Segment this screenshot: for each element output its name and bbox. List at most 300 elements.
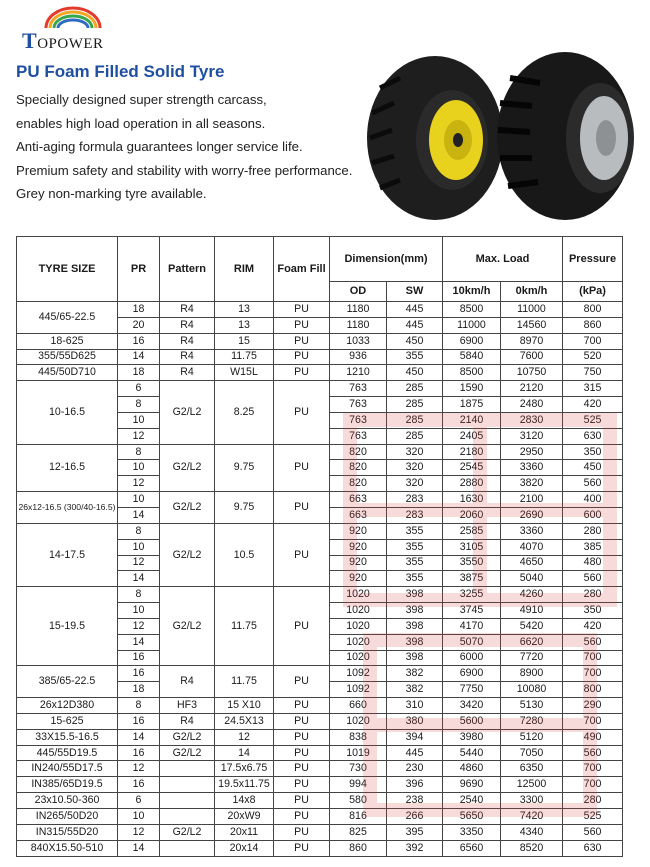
cell-pressure: 490 [563,729,623,745]
table-row [17,824,623,840]
cell-sw: 238 [387,793,443,809]
cell-load-0kmh: 2950 [501,444,563,460]
cell-sw: 398 [387,650,443,666]
cell-pressure: 700 [563,713,623,729]
cell-foam-fill: PU [274,698,330,714]
cell-rim: 17.5x6.75 [215,761,274,777]
cell-load-0kmh: 3300 [501,793,563,809]
cell-pressure: 560 [563,476,623,492]
cell-load-0kmh: 5120 [501,729,563,745]
cell-pr: 14 [118,729,160,745]
cell-load-10kmh: 8500 [443,302,501,318]
grey-rim-tyre-image [497,52,634,220]
cell-sw: 395 [387,824,443,840]
cell-pattern: R4 [160,349,215,365]
header-dimension: Dimension(mm) [330,237,443,282]
cell-foam-fill: PU [274,840,330,856]
table-row [17,761,623,777]
cell-od: 1180 [330,302,387,318]
cell-pr: 16 [118,745,160,761]
cell-tyre-size: IN240/55D17.5 [17,761,118,777]
cell-pr: 14 [118,840,160,856]
cell-pressure: 525 [563,809,623,825]
cell-pr: 18 [118,682,160,698]
cell-pattern [160,840,215,856]
cell-sw: 382 [387,682,443,698]
cell-foam-fill: PU [274,777,330,793]
cell-pattern: G2/L2 [160,587,215,666]
cell-load-0kmh: 2120 [501,381,563,397]
cell-load-10kmh: 3550 [443,555,501,571]
cell-od: 1020 [330,618,387,634]
header-rim: RIM [215,237,274,302]
cell-sw: 266 [387,809,443,825]
cell-pressure: 280 [563,523,623,539]
cell-load-0kmh: 3360 [501,523,563,539]
table-row [17,840,623,856]
cell-pressure: 800 [563,682,623,698]
cell-pressure: 400 [563,492,623,508]
cell-sw: 230 [387,761,443,777]
cell-tyre-size: IN265/50D20 [17,809,118,825]
table-row [17,777,623,793]
cell-pr: 10 [118,539,160,555]
cell-od: 580 [330,793,387,809]
table-row [17,365,623,381]
cell-load-10kmh: 2180 [443,444,501,460]
cell-tyre-size: IN385/65D19.5 [17,777,118,793]
cell-pr: 14 [118,507,160,523]
cell-pattern: G2/L2 [160,523,215,586]
cell-load-10kmh: 6560 [443,840,501,856]
cell-rim: 13 [215,302,274,318]
cell-foam-fill: PU [274,349,330,365]
cell-rim: 15 X10 [215,698,274,714]
cell-pr: 12 [118,476,160,492]
cell-load-10kmh: 3745 [443,603,501,619]
tyre-photo [360,48,650,223]
cell-tyre-size: 355/55D625 [17,349,118,365]
cell-sw: 285 [387,381,443,397]
table-row [17,793,623,809]
cell-foam-fill: PU [274,793,330,809]
cell-load-0kmh: 3820 [501,476,563,492]
cell-foam-fill: PU [274,666,330,698]
table-row [17,729,623,745]
table-row [17,302,623,318]
cell-pr: 14 [118,571,160,587]
cell-pattern [160,793,215,809]
feature-item: Grey non-marking tyre available. [16,186,207,201]
cell-pattern: R4 [160,713,215,729]
cell-pr: 12 [118,824,160,840]
cell-load-10kmh: 6000 [443,650,501,666]
cell-sw: 285 [387,428,443,444]
cell-rim: 15 [215,333,274,349]
cell-pr: 10 [118,603,160,619]
spec-table-body [17,302,623,857]
feature-item: Anti-aging formula guarantees longer service life. [16,139,303,154]
cell-od: 1180 [330,317,387,333]
cell-foam-fill: PU [274,381,330,444]
cell-od: 763 [330,381,387,397]
table-row [17,349,623,365]
cell-sw: 398 [387,618,443,634]
cell-load-0kmh: 3360 [501,460,563,476]
cell-rim: 20x14 [215,840,274,856]
cell-load-10kmh: 5840 [443,349,501,365]
cell-load-0kmh: 12500 [501,777,563,793]
cell-pr: 12 [118,761,160,777]
cell-foam-fill: PU [274,317,330,333]
cell-load-10kmh: 6900 [443,333,501,349]
cell-pr: 20 [118,317,160,333]
cell-pr: 10 [118,460,160,476]
table-row [17,381,623,397]
cell-load-0kmh: 11000 [501,302,563,318]
cell-foam-fill: PU [274,809,330,825]
cell-tyre-size: 14-17.5 [17,523,118,586]
cell-rim: W15L [215,365,274,381]
cell-load-10kmh: 3105 [443,539,501,555]
cell-pr: 18 [118,302,160,318]
cell-pattern [160,761,215,777]
table-row [17,809,623,825]
cell-foam-fill: PU [274,302,330,318]
cell-od: 1020 [330,634,387,650]
cell-od: 1019 [330,745,387,761]
cell-foam-fill: PU [274,365,330,381]
cell-rim: 13 [215,317,274,333]
cell-pressure: 700 [563,333,623,349]
cell-load-10kmh: 1630 [443,492,501,508]
cell-foam-fill: PU [274,729,330,745]
header-foam-fill: Foam Fill [274,237,330,302]
cell-pr: 10 [118,492,160,508]
cell-pattern: G2/L2 [160,381,215,444]
cell-pr: 14 [118,349,160,365]
cell-pr: 10 [118,412,160,428]
cell-foam-fill: PU [274,761,330,777]
cell-pressure: 525 [563,412,623,428]
cell-load-0kmh: 2690 [501,507,563,523]
cell-pressure: 700 [563,650,623,666]
cell-sw: 398 [387,587,443,603]
cell-sw: 450 [387,333,443,349]
cell-sw: 392 [387,840,443,856]
header-pr: PR [118,237,160,302]
cell-od: 920 [330,571,387,587]
cell-load-10kmh: 2140 [443,412,501,428]
cell-load-0kmh: 7280 [501,713,563,729]
cell-pattern: G2/L2 [160,745,215,761]
cell-pressure: 630 [563,428,623,444]
cell-sw: 285 [387,397,443,413]
cell-load-0kmh: 4910 [501,603,563,619]
feature-item: enables high load operation in all seasons. [16,115,266,131]
cell-sw: 396 [387,777,443,793]
cell-load-10kmh: 2405 [443,428,501,444]
feature-list [16,88,352,206]
cell-pr: 12 [118,618,160,634]
header-tyre-size: TYRE SIZE [17,237,118,302]
cell-tyre-size: 23x10.50-360 [17,793,118,809]
cell-od: 820 [330,444,387,460]
cell-rim: 19.5x11.75 [215,777,274,793]
cell-load-0kmh: 6350 [501,761,563,777]
cell-pressure: 560 [563,745,623,761]
cell-sw: 285 [387,412,443,428]
cell-pattern: R4 [160,302,215,318]
cell-pr: 16 [118,666,160,682]
cell-tyre-size: 445/65-22.5 [17,302,118,334]
cell-rim: 24.5X13 [215,713,274,729]
cell-pressure: 280 [563,587,623,603]
header-pressure-unit: (kPa) [563,282,623,302]
cell-od: 730 [330,761,387,777]
cell-sw: 394 [387,729,443,745]
spec-table [16,236,623,857]
cell-pattern: G2/L2 [160,444,215,492]
yellow-rim-tyre-image [367,56,503,220]
cell-foam-fill: PU [274,333,330,349]
cell-pattern: G2/L2 [160,492,215,524]
table-row [17,713,623,729]
cell-pr: 16 [118,650,160,666]
cell-sw: 445 [387,302,443,318]
cell-pattern: R4 [160,317,215,333]
cell-rim: 11.75 [215,587,274,666]
cell-od: 994 [330,777,387,793]
cell-load-0kmh: 5130 [501,698,563,714]
cell-od: 663 [330,492,387,508]
cell-load-0kmh: 4070 [501,539,563,555]
cell-sw: 310 [387,698,443,714]
cell-foam-fill: PU [274,587,330,666]
feature-item: Specially designed super strength carcass, [16,92,267,107]
cell-od: 838 [330,729,387,745]
cell-pressure: 480 [563,555,623,571]
cell-load-0kmh: 14560 [501,317,563,333]
cell-od: 763 [330,397,387,413]
cell-od: 1092 [330,682,387,698]
cell-pattern [160,809,215,825]
cell-rim: 12 [215,729,274,745]
cell-pressure: 420 [563,618,623,634]
cell-load-0kmh: 3120 [501,428,563,444]
cell-load-0kmh: 5040 [501,571,563,587]
cell-load-0kmh: 2830 [501,412,563,428]
cell-pr: 8 [118,397,160,413]
cell-load-0kmh: 8900 [501,666,563,682]
cell-sw: 283 [387,492,443,508]
cell-load-10kmh: 6900 [443,666,501,682]
cell-sw: 398 [387,603,443,619]
cell-od: 816 [330,809,387,825]
table-row [17,698,623,714]
cell-sw: 283 [387,507,443,523]
cell-pr: 8 [118,523,160,539]
cell-load-10kmh: 2060 [443,507,501,523]
cell-pressure: 350 [563,603,623,619]
cell-od: 763 [330,412,387,428]
cell-rim: 14x8 [215,793,274,809]
cell-pr: 10 [118,809,160,825]
table-row [17,523,623,539]
cell-load-0kmh: 10750 [501,365,563,381]
brand-name: TOPOWER [22,28,104,53]
cell-pr: 8 [118,587,160,603]
cell-rim: 11.75 [215,666,274,698]
cell-load-10kmh: 2545 [443,460,501,476]
cell-load-0kmh: 4260 [501,587,563,603]
cell-pressure: 750 [563,365,623,381]
cell-rim: 10.5 [215,523,274,586]
cell-sw: 355 [387,539,443,555]
cell-od: 1092 [330,666,387,682]
cell-load-10kmh: 5600 [443,713,501,729]
cell-pressure: 450 [563,460,623,476]
cell-load-10kmh: 1590 [443,381,501,397]
cell-pressure: 290 [563,698,623,714]
cell-tyre-size: 385/65-22.5 [17,666,118,698]
cell-od: 1210 [330,365,387,381]
feature-item: Premium safety and stability with worry-free performance. [16,162,353,178]
cell-load-0kmh: 7420 [501,809,563,825]
cell-od: 660 [330,698,387,714]
cell-load-0kmh: 5420 [501,618,563,634]
cell-pr: 18 [118,365,160,381]
table-row [17,333,623,349]
cell-tyre-size: 33X15.5-16.5 [17,729,118,745]
cell-rim: 8.25 [215,381,274,444]
cell-od: 920 [330,539,387,555]
cell-pattern: G2/L2 [160,824,215,840]
cell-sw: 450 [387,365,443,381]
cell-sw: 398 [387,634,443,650]
cell-load-0kmh: 4650 [501,555,563,571]
table-row [17,745,623,761]
cell-pressure: 800 [563,302,623,318]
cell-load-10kmh: 5070 [443,634,501,650]
header-load-0kmh: 0km/h [501,282,563,302]
cell-sw: 355 [387,555,443,571]
cell-pr: 8 [118,698,160,714]
cell-load-10kmh: 3980 [443,729,501,745]
cell-sw: 445 [387,317,443,333]
cell-load-0kmh: 2480 [501,397,563,413]
cell-load-0kmh: 8520 [501,840,563,856]
cell-pressure: 280 [563,793,623,809]
cell-sw: 320 [387,444,443,460]
cell-load-10kmh: 8500 [443,365,501,381]
cell-pattern: HF3 [160,698,215,714]
cell-load-0kmh: 8970 [501,333,563,349]
cell-sw: 355 [387,523,443,539]
cell-sw: 320 [387,460,443,476]
cell-foam-fill: PU [274,824,330,840]
cell-sw: 320 [387,476,443,492]
cell-pressure: 385 [563,539,623,555]
cell-pressure: 520 [563,349,623,365]
cell-tyre-size: 10-16.5 [17,381,118,444]
cell-load-10kmh: 9690 [443,777,501,793]
cell-pressure: 700 [563,777,623,793]
cell-sw: 382 [387,666,443,682]
cell-load-10kmh: 3350 [443,824,501,840]
cell-tyre-size: IN315/55D20 [17,824,118,840]
rainbow-arc-icon [38,6,108,30]
cell-pressure: 630 [563,840,623,856]
cell-load-10kmh: 2540 [443,793,501,809]
cell-sw: 355 [387,571,443,587]
cell-od: 825 [330,824,387,840]
cell-pr: 16 [118,713,160,729]
cell-foam-fill: PU [274,523,330,586]
cell-load-10kmh: 11000 [443,317,501,333]
cell-tyre-size: 445/55D19.5 [17,745,118,761]
header-max-load: Max. Load [443,237,563,282]
cell-od: 820 [330,476,387,492]
header-load-10kmh: 10km/h [443,282,501,302]
cell-load-0kmh: 6620 [501,634,563,650]
cell-foam-fill: PU [274,444,330,492]
cell-pr: 14 [118,634,160,650]
brand-logo [16,6,126,53]
cell-pattern: G2/L2 [160,729,215,745]
cell-pressure: 700 [563,761,623,777]
header-sw: SW [387,282,443,302]
cell-pressure: 860 [563,317,623,333]
cell-pr: 16 [118,333,160,349]
cell-pressure: 560 [563,634,623,650]
cell-sw: 380 [387,713,443,729]
cell-pattern [160,777,215,793]
cell-pressure: 600 [563,507,623,523]
cell-tyre-size: 18-625 [17,333,118,349]
cell-pressure: 560 [563,824,623,840]
cell-od: 936 [330,349,387,365]
table-row [17,444,623,460]
cell-pr: 8 [118,444,160,460]
cell-load-10kmh: 3875 [443,571,501,587]
cell-pressure: 700 [563,666,623,682]
cell-load-0kmh: 7600 [501,349,563,365]
table-row [17,492,623,508]
cell-od: 860 [330,840,387,856]
cell-rim: 20x11 [215,824,274,840]
cell-od: 1020 [330,587,387,603]
cell-pr: 16 [118,777,160,793]
cell-rim: 9.75 [215,492,274,524]
cell-pattern: R4 [160,333,215,349]
cell-od: 820 [330,460,387,476]
cell-load-10kmh: 7750 [443,682,501,698]
cell-load-0kmh: 4340 [501,824,563,840]
cell-load-10kmh: 1875 [443,397,501,413]
cell-tyre-size: 26x12D380 [17,698,118,714]
cell-load-0kmh: 7720 [501,650,563,666]
cell-rim: 14 [215,745,274,761]
cell-load-10kmh: 3420 [443,698,501,714]
cell-pr: 12 [118,428,160,444]
cell-load-10kmh: 2880 [443,476,501,492]
cell-rim: 9.75 [215,444,274,492]
cell-od: 763 [330,428,387,444]
cell-load-10kmh: 5650 [443,809,501,825]
cell-pattern: R4 [160,666,215,698]
header-pressure: Pressure [563,237,623,282]
